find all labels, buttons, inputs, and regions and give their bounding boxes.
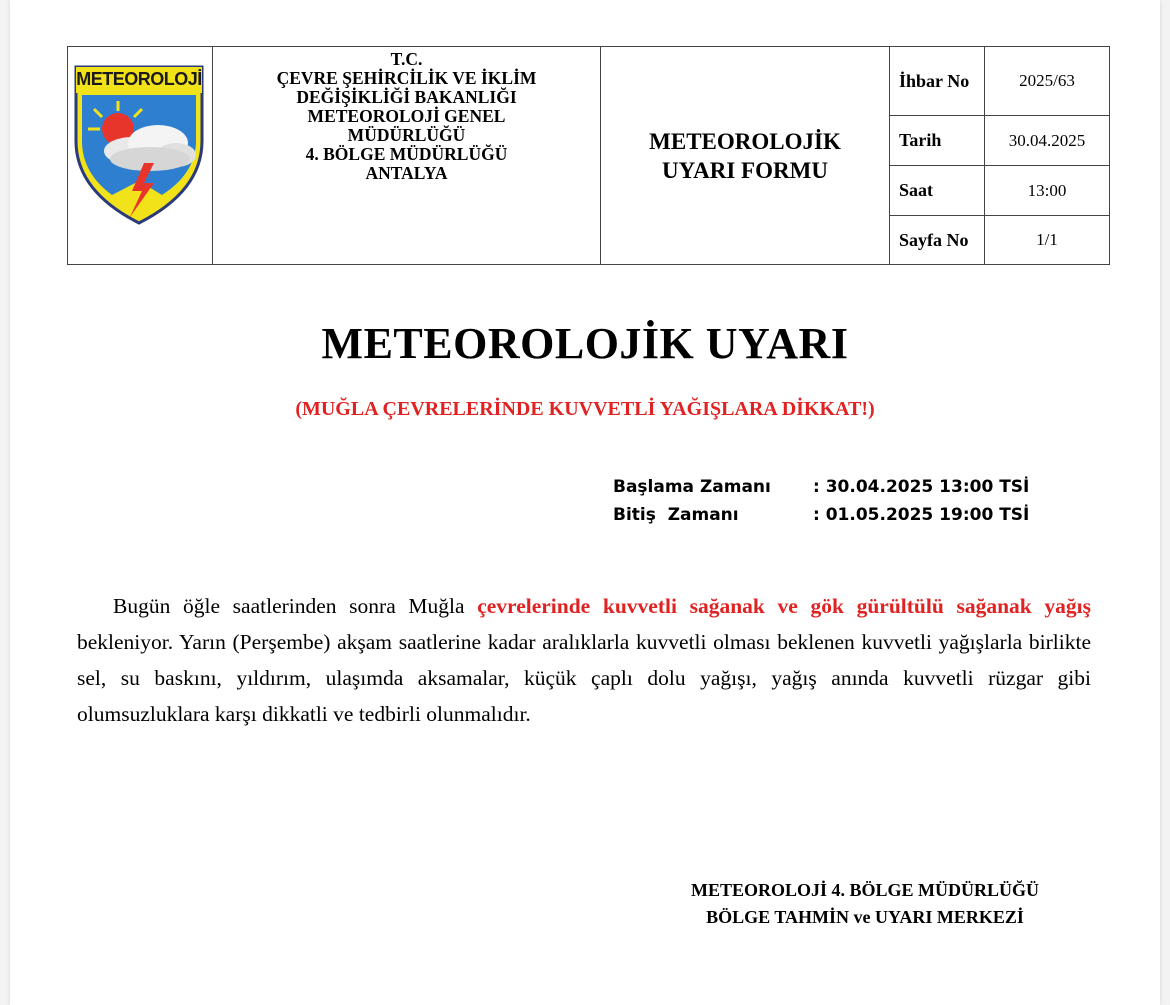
signature-line-2: BÖLGE TAHMİN ve UYARI MERKEZİ xyxy=(706,907,1024,927)
meta-value: 13:00 xyxy=(1027,180,1067,200)
start-time-value: : 30.04.2025 13:00 TSİ xyxy=(813,477,1030,497)
signature-block xyxy=(590,877,1140,931)
ministry-line-6: ANTALYA xyxy=(365,163,448,183)
body-part-1: Bugün öğle saatlerinden sonra Muğla xyxy=(113,594,478,618)
form-title-cell xyxy=(601,47,890,264)
start-time-row xyxy=(613,473,1029,501)
warning-title: METEOROLOJİK UYARI xyxy=(321,319,849,368)
end-time-value: : 01.05.2025 19:00 TSİ xyxy=(813,505,1030,525)
form-title-line-0: METEOROLOJİK xyxy=(649,128,841,154)
warning-body xyxy=(77,588,1091,732)
meta-label: Saat xyxy=(890,166,985,215)
ministry-line-0: T.C. xyxy=(390,49,423,69)
end-time-label: Bitiş Zamanı xyxy=(613,505,739,525)
meta-label: İhbar No xyxy=(890,47,985,115)
start-time-label: Başlama Zamanı xyxy=(613,477,771,497)
meteoroloji-logo xyxy=(72,63,206,227)
logo-text: METEOROLOJİ xyxy=(76,69,202,89)
validity-times xyxy=(613,473,1029,529)
ministry-line-1: ÇEVRE ŞEHİRCİLİK VE İKLİM xyxy=(276,68,537,88)
meta-value: 30.04.2025 xyxy=(1008,130,1086,150)
ministry-line-4: MÜDÜRLÜĞÜ xyxy=(347,125,466,145)
ministry-line-5: 4. BÖLGE MÜDÜRLÜĞÜ xyxy=(305,144,508,164)
meta-label: Sayfa No xyxy=(890,216,985,264)
warning-subtitle: (MUĞLA ÇEVRELERİNDE KUVVETLİ YAĞIŞLARA DİKKAT!) xyxy=(295,398,875,420)
body-part-2: bekleniyor. Yarın (Perşembe) akşam saatlerine kadar aralıklarla kuvvetli olması beklenen kuvvetli yağışlarla birlikte sel, su baskını, yıldırım, ulaşımda aksamalar, küçük çaplı dolu yağışı, yağış anında kuvvetli rüzgar gibi olumsuzluklara karşı dikkatli ve tedbirli olunmalıdır. xyxy=(77,630,1091,726)
signature-line-1: METEOROLOJİ 4. BÖLGE MÜDÜRLÜĞÜ xyxy=(690,880,1040,900)
form-title-line-1: UYARI FORMU xyxy=(662,157,828,183)
meta-row-tarih xyxy=(890,116,1109,166)
body-highlight: çevrelerinde kuvvetli sağanak ve gök gürültülü sağanak yağış xyxy=(477,594,1091,618)
meta-row-saat xyxy=(890,166,1109,216)
meta-value: 1/1 xyxy=(1036,230,1058,249)
ministry-line-3: METEOROLOJİ GENEL xyxy=(307,106,506,126)
logo-cell xyxy=(68,47,213,264)
meta-row-ihbar xyxy=(890,47,1109,116)
meta-value: 2025/63 xyxy=(1019,71,1075,90)
end-time-row xyxy=(613,501,1029,529)
ministry-line-2: DEĞİŞİKLİĞİ BAKANLIĞI xyxy=(296,87,517,107)
meta-label: Tarih xyxy=(890,116,985,165)
meta-row-sayfa xyxy=(890,216,1109,264)
header-table xyxy=(67,46,1110,265)
ministry-cell xyxy=(213,47,601,264)
